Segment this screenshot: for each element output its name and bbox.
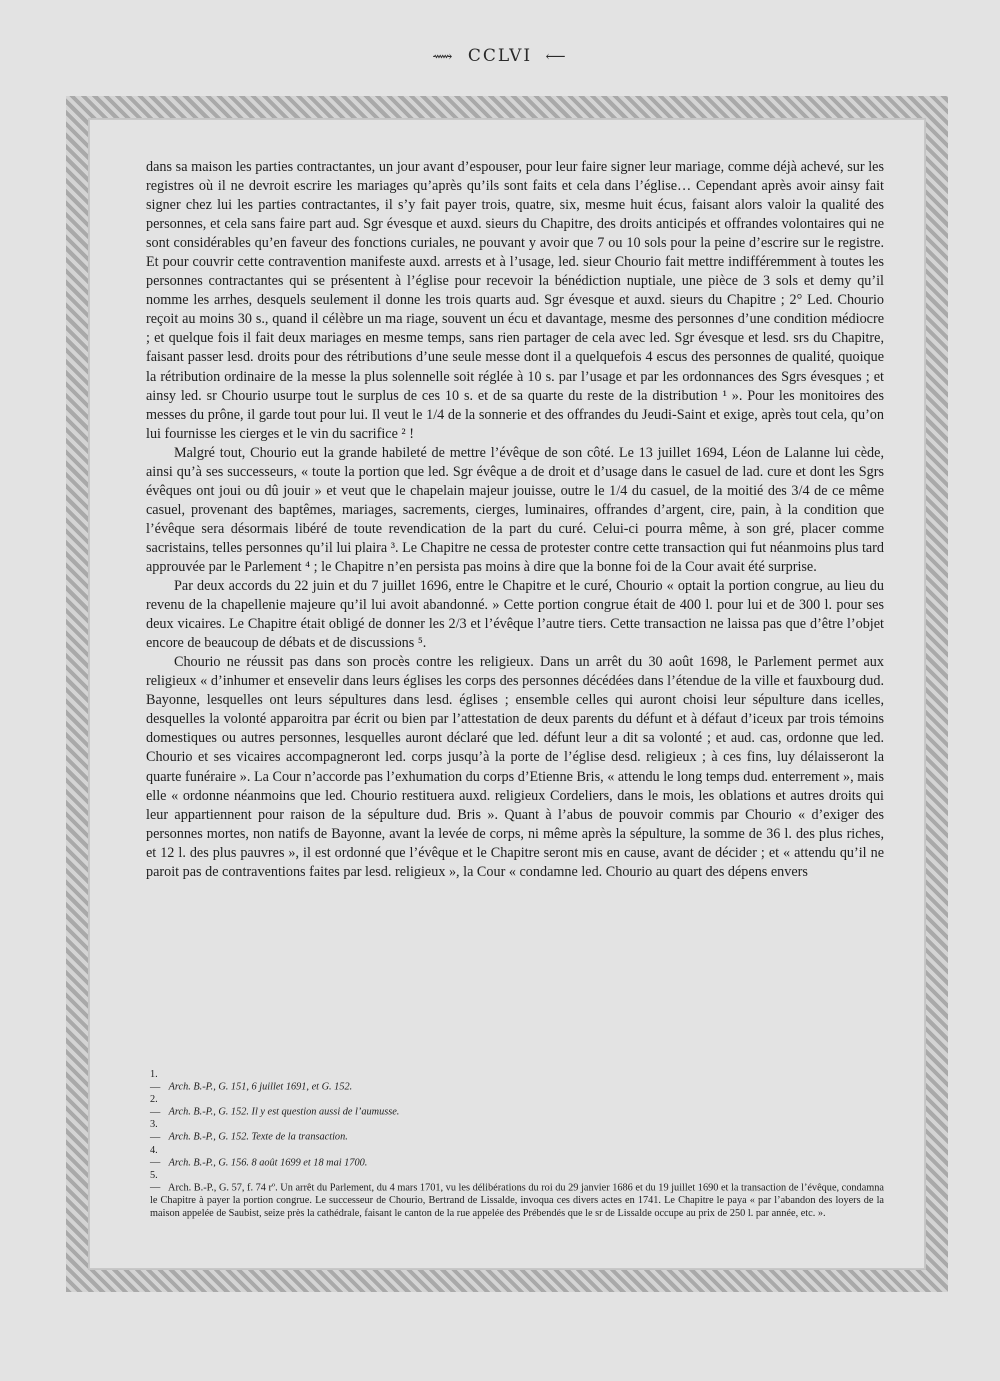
paragraph-2: Malgré tout, Chourio eut la grande habileté de mettre l’évêque de son côté. Le 13 juillet 1694, Léon de Lalanne lui cède, ainsi qu’à ses successeurs, « toute la portion que led. Sgr évêque a de droit et d’usage dans le casuel de lad. cure et dont les Sgrs évêques ont joui ou dû jouir » et veut que le chapelain majeur jouisse, outre le 1/4 du casuel, de la moitié des 3/4 de ce même casuel, provenant des baptêmes, mariages, sacrements, cierges, luminaires, offrandes d’argent, cire, pain, à la condition que l’évêque sera désormais libéré de toute revendication de la part du curé. Celui-ci pourra même, à son gré, placer comme sacristains, telles personnes qu’il lui plaira ³. Le Chapitre ne cessa de protester contre cette transaction qui fut néanmoins plus tard approuvée par le Parlement ⁴ ; le Chapitre n’en persista pas moins à dire que la bonne foi de la Cour avait été surprise. xyxy=(146,444,884,575)
footnote-5 xyxy=(150,1170,884,1220)
footnote-number: 1. — xyxy=(150,1069,161,1093)
footnote-text: Arch. B.-P., G. 156. 8 août 1699 et 18 mai 1700. xyxy=(168,1157,368,1169)
paragraph-3: Par deux accords du 22 juin et du 7 juillet 1696, entre le Chapitre et le curé, Chourio « optait la portion congrue, au lieu du revenu de la chapellenie majeure qu’il lui avoit abandonné. » Cette portion congrue était de 400 l. pour lui et de 300 l. pour ses deux vicaires. Le Chapitre était obligé de donner les 2/3 et l’évêque l’autre tiers. Cette transaction ne laissa pas que d’être l’objet encore de beaucoup de débats et de discussions ⁵. xyxy=(146,578,884,652)
footnote-1 xyxy=(150,1069,884,1094)
page-header xyxy=(0,46,1000,66)
right-arrow-ornament-icon: ⟿ xyxy=(432,49,455,65)
footnote-text: Arch. B.-P., G. 152. Il y est question aussi de l’aumusse. xyxy=(168,1106,400,1118)
footnotes xyxy=(146,1069,884,1220)
footnote-number: 2. — xyxy=(150,1094,161,1118)
paragraph-1: dans sa maison les parties contractantes, un jour avant d’espouser, pour leur faire signer leur mariage, comme déjà achevé, sur les registres où il ne devroit escrire les mariages qu’après qu’ils sont faits et cela dans l’église… Cependant après avoir ainsy fait signer chez lui les parties contractantes, il s’y fait payer trois, quatre, six, mesme huit écus, faisant alors valoir la qualité des personnes, et cela sans faire part aud. Sgr évesque et auxd. sieurs du Chapitre, des droits anticipés et offrandes volontaires qui ne sont considérables qu’en faveur des fonctions curiales, ne pouvant y avoir que 7 ou 10 sols pour la peine d’escrire sur le registre. Et pour couvrir cette contravention manifeste auxd. arrests et à l’usage, led. sieur Chourio fait mettre indifféremment à toutes les personnes contractantes qui se présentent à l’église pour recevoir la bénédiction nuptiale, une pièce de 3 sols et demy qu’il nomme les arrhes, desquels seulement il donne les trois quarts aud. Sgr évesque et auxd. sieurs du Chapitre ; 2° Led. Chourio reçoit au moins 30 s., quand il célèbre un ma riage, souvent un écu et davantage, mesme des personnes d’une condition médiocre ; et quelque fois il fait deux mariages en mesme temps, sans rien partager de cela avec led. Sgr évesque et lesd. srs du Chapitre, faisant passer lesd. droits pour des rétributions d’une seule messe dont il a quelquefois 4 escus des personnes de qualité, quoique la rétribution ordinaire de la messe la plus solennelle soit réglée à 10 s. par l’usage et par les ordonnances des Sgrs évesques ; et ainsy led. sr Chourio usurpe tout le surplus de ces 10 s. et de sa quarte du reste de la distribution ¹ ». Pour les monitoires des messes du prône, il garde tout pour lui. Il veut le 1/4 de la sonnerie et des offrandes du Jeudi-Saint et exige, après tout cela, qu’on lui fournisse les cierges et le vin du sacrifice ² ! xyxy=(146,159,884,442)
body-text xyxy=(146,158,884,882)
paragraph-4: Chourio ne réussit pas dans son procès contre les religieux. Dans un arrêt du 30 août 1698, le Parlement permet aux religieux « d’inhumer et ensevelir dans leurs églises les corps des personnes décédées dans l’étendue de la ville et fauxbourg dud. Bayonne, lesquelles ont leurs sépultures dans lesd. églises ; ensemble celles qui auront choisi leur sépulture dans icelles, desquelles la volonté apparoitra par écrit ou bien par l’attestation de deux parents du défunt et à défaut d’iceux par trois témoins domestiques ou autres personnes, lesquelles auront déclaré que led. défunt leur a dit sa volonté ; et aud. cas, ordonne que led. Chourio et ses vicaires accompagneront led. corps jusqu’à la porte de l’église desd. religieux ; à ces fins, luy délaisseront la quarte funéraire ». La Cour n’accorde pas l’exhumation du corps d’Etienne Bris, « attendu le long temps dud. enterrement », mais elle « ordonne néanmoins que led. Chourio restituera auxd. religieux Cordeliers, dans le mois, les oblations et autres droits qui leur appartiennent pour raison de la sépulture dud. Bris ». Quant à l’abus de pouvoir commis par Chourio « d’exiger des personnes mortes, non natifs de Bayonne, avant la levée de corps, ni même après la sépulture, la somme de 36 l. des plus riches, et 12 l. des plus pauvres », il est ordonné que l’évêque et le Chapitre seront mis en cause, avant de décider ; et « attendu qu’il ne paroit pas de contraventions faites par lesd. religieux », la Cour « condamne led. Chourio au quart des dépens envers xyxy=(146,654,884,880)
footnote-number: 5. — xyxy=(150,1169,161,1194)
left-arrow-ornament-icon: ⟵ xyxy=(545,49,568,65)
footnote-text: Arch. B.-P., G. 57, f. 74 rº. Un arrêt du Parlement, du 4 mars 1701, vu les délibérations du roi du 29 janvier 1686 et du 19 juillet 1690 et la transaction de l’évêque, condamna le Chapitre à payer la portion congrue. Le successeur de Chourio, Bertrand de Lissalde, invoqua ces divers actes en 1741. Le Chapitre le paya « par l’abandon des loyers de la maison appelée de Saubist, seize près la cathédrale, faisant le canton de la rue appelée des Prébendés que le sr de Lissalde occupe au prix de 250 l. par année, etc. ». xyxy=(150,1182,884,1219)
footnote-text: Arch. B.-P., G. 152. Texte de la transaction. xyxy=(168,1131,348,1143)
footnote-2 xyxy=(150,1094,884,1119)
footnote-number: 4. — xyxy=(150,1144,161,1169)
page-number: CCLVI xyxy=(467,46,533,66)
footnote-3 xyxy=(150,1119,884,1144)
footnote-4 xyxy=(150,1145,884,1170)
footnote-text: Arch. B.-P., G. 151, 6 juillet 1691, et G. 152. xyxy=(168,1081,353,1093)
footnote-number: 3. — xyxy=(150,1119,161,1143)
